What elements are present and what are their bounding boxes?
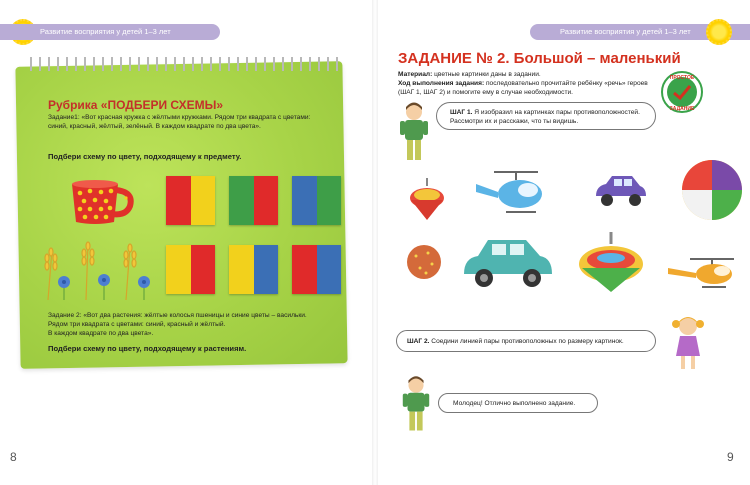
boy-character	[399, 374, 433, 436]
material-line	[398, 70, 541, 79]
big-helicopter-image[interactable]	[474, 168, 554, 218]
header-left: Развитие восприятия у детей 1–3 лет	[0, 24, 220, 40]
color-scheme-square[interactable]	[166, 245, 215, 294]
color-half	[229, 245, 254, 294]
color-half	[317, 245, 342, 294]
step2-label: ШАГ 2.	[407, 338, 430, 345]
header-right: Развитие восприятия у детей 1–3 лет	[530, 24, 750, 40]
color-half	[166, 176, 191, 225]
color-scheme-square[interactable]	[166, 176, 215, 225]
step1-text: Я изобразил на картинках пары противоположностей.	[472, 109, 640, 116]
step2-text: Соедини линией пары противоположных по размеру картинок.	[429, 338, 624, 345]
red-cup-image	[68, 176, 138, 226]
color-half	[254, 176, 279, 225]
badge-text-bottom: ЗАДАНИЕ	[669, 106, 695, 112]
big-car-image[interactable]	[460, 236, 556, 290]
small-spinning-top-image[interactable]	[407, 178, 447, 222]
color-half	[191, 245, 216, 294]
simple-task-badge	[660, 70, 704, 114]
big-ball-image[interactable]	[680, 158, 744, 222]
color-scheme-square[interactable]	[292, 176, 341, 225]
color-half	[292, 176, 317, 225]
speech-cloud-step1	[436, 102, 656, 130]
color-half	[292, 245, 317, 294]
boy-character	[396, 102, 432, 164]
sun-icon	[706, 19, 732, 45]
color-scheme-square[interactable]	[229, 176, 278, 225]
girl-character	[668, 314, 708, 372]
big-spinning-top-image[interactable]	[576, 232, 646, 294]
step1-line2: Рассмотри их и расскажи, что ты видишь.	[450, 118, 579, 125]
procedure-text: последовательно прочитайте ребёнку «речь» героев	[484, 80, 648, 87]
speech-cloud-praise: Молодец! Отлично выполнено задание.	[438, 393, 598, 413]
color-scheme-square[interactable]	[229, 245, 278, 294]
speech-cloud-step2	[396, 330, 656, 352]
step1-label: ШАГ 1.	[450, 109, 473, 116]
step1-line	[450, 108, 655, 117]
wheat-and-cornflowers-image	[38, 240, 153, 302]
rubric-title: Рубрика «ПОДБЕРИ СХЕМЫ»	[48, 98, 224, 112]
task2-text-line: В каждом квадрате по два цвета».	[48, 330, 154, 337]
instruction1: Подбери схему по цвету, подходящему к предмету.	[48, 152, 242, 161]
color-half	[254, 245, 279, 294]
badge-text-top: ПРОСТОЕ	[669, 75, 695, 81]
color-scheme-square[interactable]	[292, 245, 341, 294]
spiral-binding	[26, 57, 342, 71]
task1-text-line: синий, красный, жёлтый, зелёный. В каждом квадрате по два цвета».	[48, 123, 261, 130]
procedure-line	[398, 79, 648, 88]
small-helicopter-image[interactable]	[664, 256, 740, 290]
page-number-left: 8	[10, 450, 17, 464]
color-half	[229, 176, 254, 225]
color-half	[317, 176, 342, 225]
material-label: Материал:	[398, 71, 433, 78]
color-half	[166, 245, 191, 294]
task2-text-line: Рядом три квадрата с цветами: синий, красный и жёлтый.	[48, 321, 226, 328]
small-car-image[interactable]	[592, 172, 648, 210]
instruction2: Подбери схему по цвету, подходящему к растениям.	[48, 344, 247, 353]
task1-text-line: Задание1: «Вот красная кружка с жёлтыми кружками. Рядом три квадрата с цветами:	[48, 114, 311, 121]
procedure-label: Ход выполнения задания:	[398, 80, 485, 87]
page-gutter	[372, 0, 378, 485]
procedure-line2: (ШАГ 1, ШАГ 2) и помогите ему в случае необходимости.	[398, 89, 574, 96]
task-title: ЗАДАНИЕ № 2. Большой – маленький	[398, 50, 681, 67]
page-number-right: 9	[727, 450, 734, 464]
task2-text-line: Задание 2: «Вот два растения: жёлтые колосья пшеницы и синие цветы – васильки.	[48, 312, 307, 319]
material-text: цветные картинки даны в задании.	[432, 71, 541, 78]
color-half	[191, 176, 216, 225]
small-ball-image[interactable]	[406, 244, 442, 280]
